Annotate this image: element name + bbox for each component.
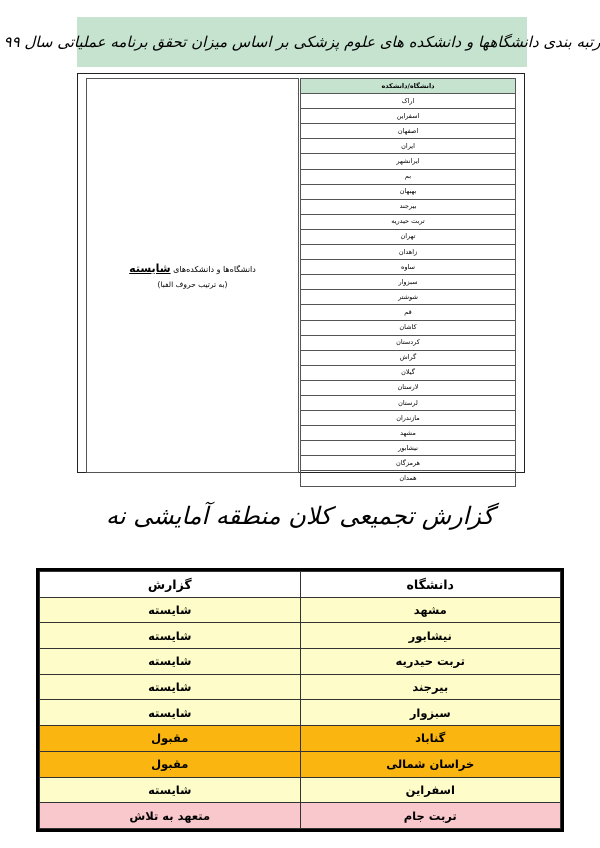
table-row <box>301 94 516 109</box>
table-row <box>40 803 561 829</box>
table-row <box>301 380 516 395</box>
report-table <box>39 571 561 829</box>
report-status: شایسته <box>40 649 301 675</box>
table-row <box>301 139 516 154</box>
table-row <box>301 154 516 169</box>
university-name: خراسان شمالی <box>300 751 561 777</box>
university-name: گناباد <box>300 726 561 752</box>
university-name: اراک <box>301 94 516 109</box>
category-label: دانشگاه‌ها و دانشکده‌های <box>173 265 256 274</box>
table-row <box>40 777 561 803</box>
table-row <box>301 305 516 320</box>
table-row <box>301 441 516 456</box>
university-name: ایران <box>301 139 516 154</box>
report-status: مقبول <box>40 751 301 777</box>
table-row <box>301 124 516 139</box>
university-column-header: دانشگاه <box>300 572 561 598</box>
table-row <box>301 456 516 471</box>
university-list-table <box>300 78 516 487</box>
table-row <box>40 726 561 752</box>
table-row <box>301 426 516 441</box>
table-row <box>301 290 516 305</box>
university-name: سبزوار <box>301 275 516 290</box>
banner-title: رتبه بندی دانشگاهها و دانشکده های علوم پزشکی بر اساس میزان تحقق برنامه عملیاتی سال ۹۹ <box>3 33 600 51</box>
report-status: شایسته <box>40 623 301 649</box>
table-row <box>301 471 516 486</box>
university-name: نیشابور <box>301 441 516 456</box>
university-name: قم <box>301 305 516 320</box>
ranking-table-box <box>77 73 525 482</box>
report-header-row <box>40 572 561 598</box>
table-row <box>301 109 516 124</box>
university-name: کاشان <box>301 320 516 335</box>
university-name: سبزوار <box>300 700 561 726</box>
university-name: مشهد <box>300 597 561 623</box>
university-name: تربت حیدریه <box>300 649 561 675</box>
table-row <box>301 260 516 275</box>
report-column-header: گزارش <box>40 572 301 598</box>
university-name: گیلان <box>301 365 516 380</box>
university-name: بیرجند <box>301 199 516 214</box>
university-name: تهران <box>301 229 516 244</box>
report-status: شایسته <box>40 700 301 726</box>
university-name: تربت حیدریه <box>301 214 516 229</box>
table-row <box>40 649 561 675</box>
table-row <box>301 169 516 184</box>
table-row <box>301 411 516 426</box>
table-row <box>301 350 516 365</box>
report-status: متعهد به تلاش <box>40 803 301 829</box>
university-name: اسفراین <box>301 109 516 124</box>
report-status: شایسته <box>40 597 301 623</box>
university-list-header: دانشگاه/دانشکده <box>301 79 516 94</box>
table-row <box>301 229 516 244</box>
university-name: لارستان <box>301 380 516 395</box>
report-table-box <box>36 568 564 832</box>
report-status: شایسته <box>40 777 301 803</box>
table-row <box>40 623 561 649</box>
table-row <box>301 184 516 199</box>
table-row <box>40 597 561 623</box>
table-row <box>40 751 561 777</box>
page-banner <box>3 17 600 67</box>
university-name: ایرانشهر <box>301 154 516 169</box>
university-name: مشهد <box>301 426 516 441</box>
table-row <box>301 335 516 350</box>
university-name: لرستان <box>301 395 516 410</box>
category-subtitle: (به ترتیب حروف الفبا) <box>157 280 228 289</box>
university-name: بهبهان <box>301 184 516 199</box>
table-row <box>301 320 516 335</box>
table-row <box>301 214 516 229</box>
university-name: بم <box>301 169 516 184</box>
table-row <box>40 700 561 726</box>
table-row <box>40 674 561 700</box>
report-status: مقبول <box>40 726 301 752</box>
table-row <box>301 365 516 380</box>
table-row <box>301 199 516 214</box>
university-name: اصفهان <box>301 124 516 139</box>
university-name: هرمزگان <box>301 456 516 471</box>
category-cell <box>86 78 299 473</box>
university-name: زاهدان <box>301 245 516 260</box>
university-name: ساوه <box>301 260 516 275</box>
university-name: تربت جام <box>300 803 561 829</box>
table-row <box>301 275 516 290</box>
university-name: کردستان <box>301 335 516 350</box>
university-name: بیرجند <box>300 674 561 700</box>
university-name: مازندران <box>301 411 516 426</box>
university-name: گراش <box>301 350 516 365</box>
university-name: اسفراین <box>300 777 561 803</box>
university-name: نیشابور <box>300 623 561 649</box>
table-row <box>301 395 516 410</box>
university-name: همدان <box>301 471 516 486</box>
category-bold-label: شایسته <box>129 262 171 275</box>
table-row <box>301 245 516 260</box>
report-title: گزارش تجمیعی کلان منطقه آمایشی نه <box>106 502 494 530</box>
report-status: شایسته <box>40 674 301 700</box>
university-name: شوشتر <box>301 290 516 305</box>
